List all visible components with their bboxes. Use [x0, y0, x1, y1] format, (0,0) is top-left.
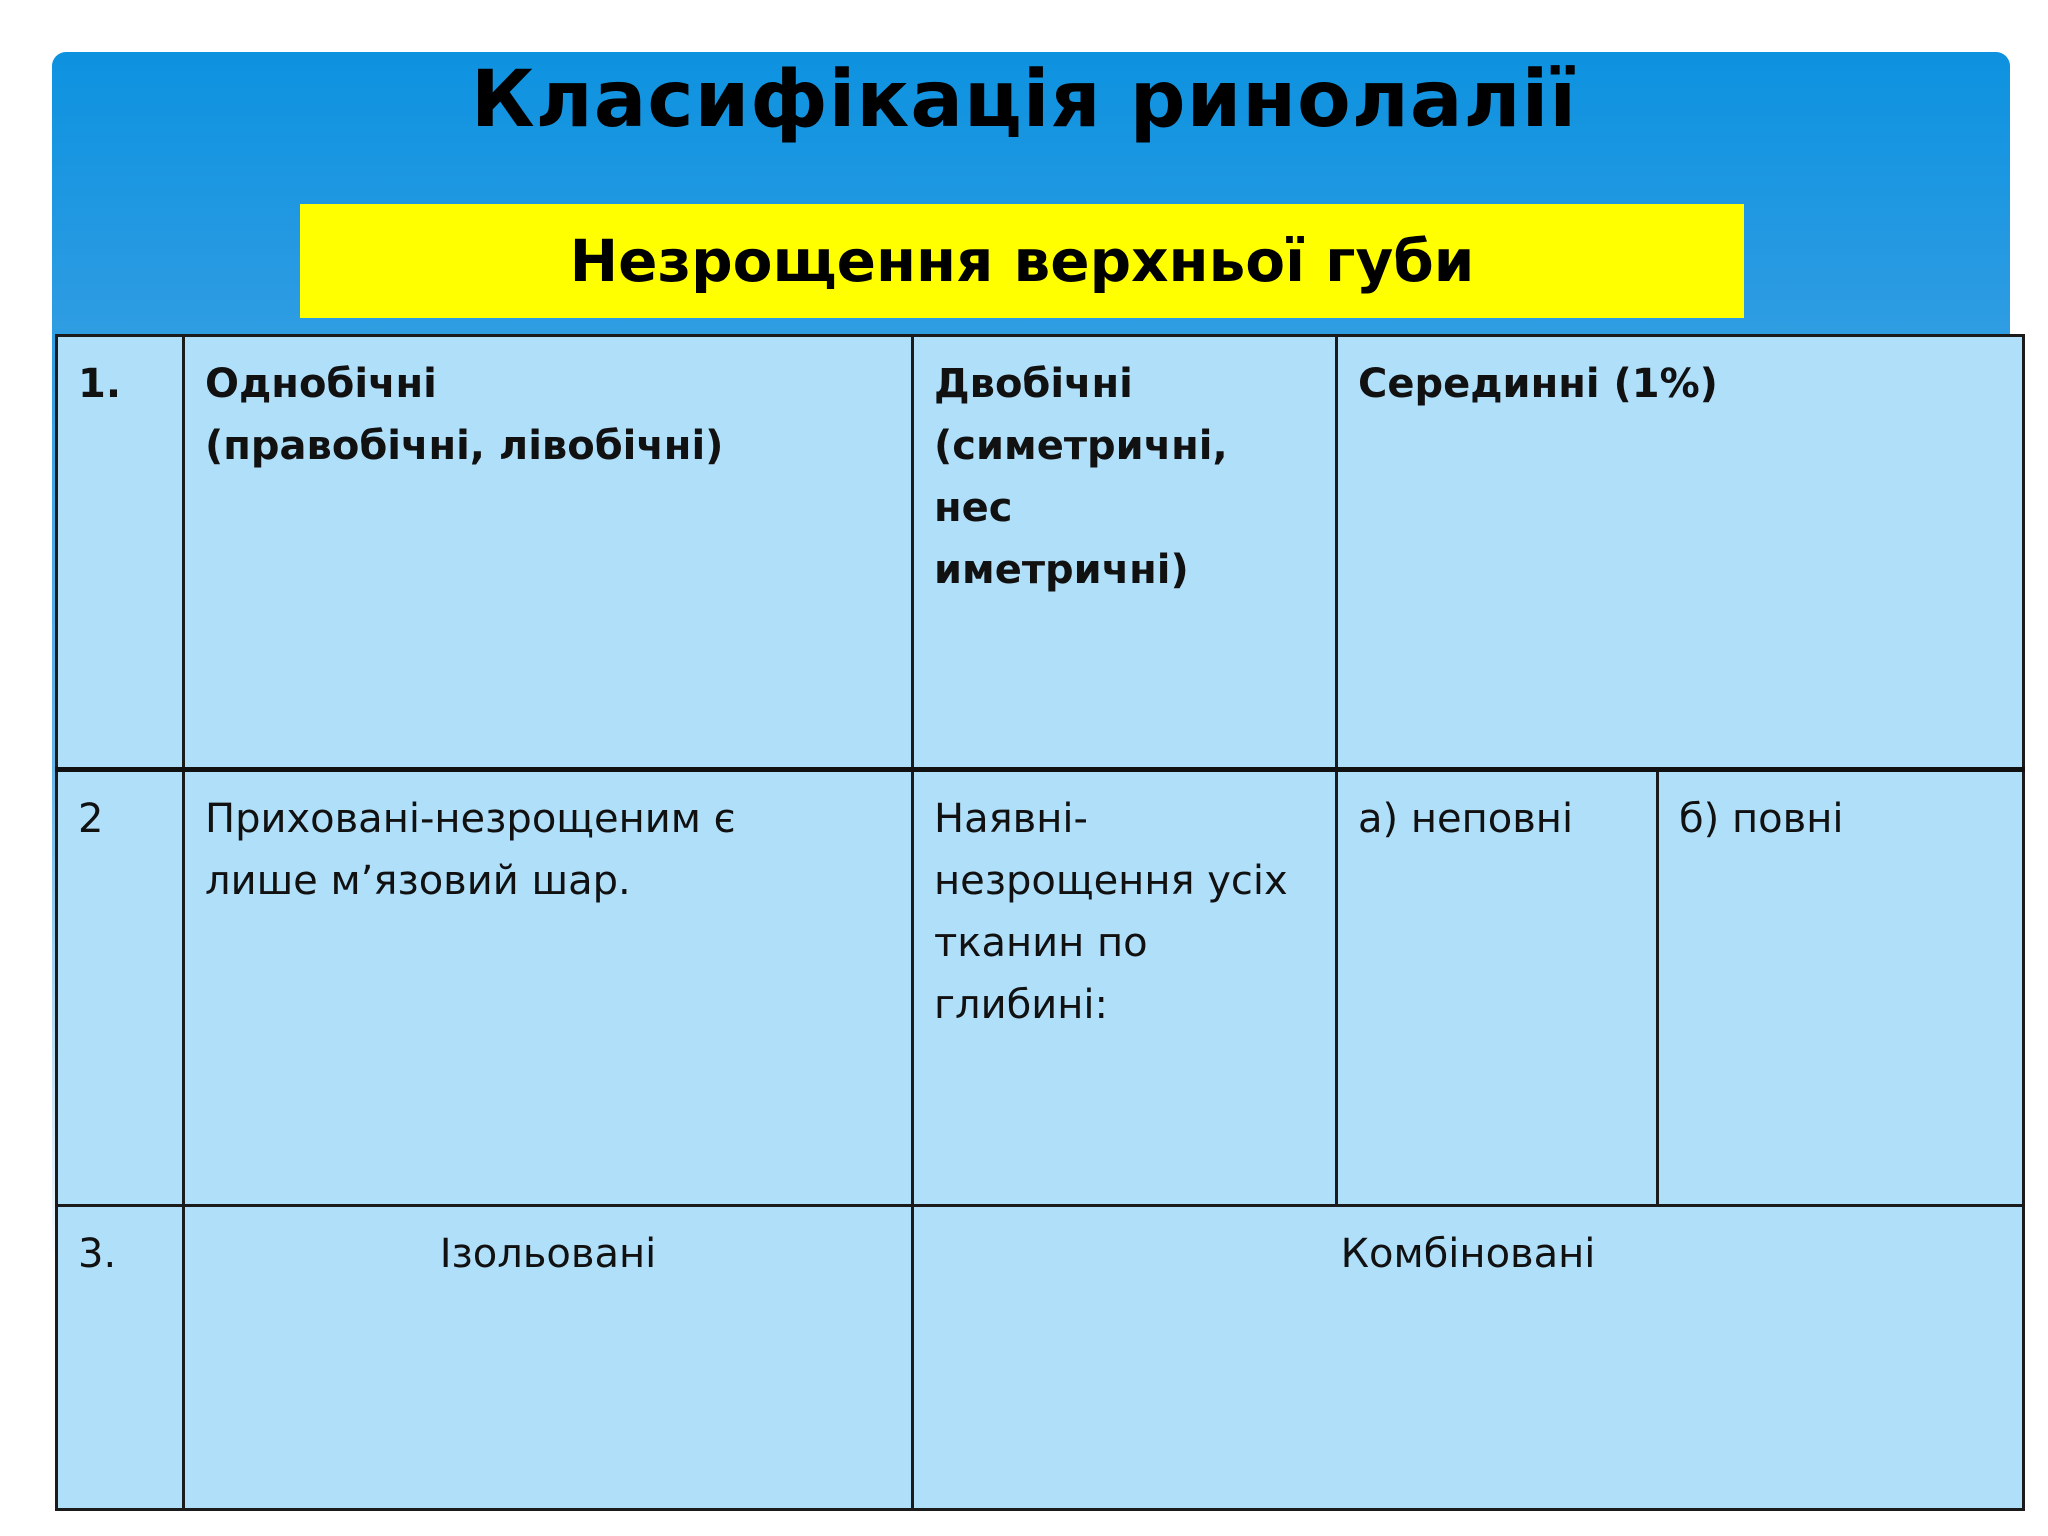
cell-line: Приховані-незрощеним є — [205, 796, 736, 842]
cell-unilateral — [184, 336, 913, 770]
cell-line: иметричні) — [934, 547, 1189, 593]
row-number: 1. — [57, 336, 184, 770]
cell-line: Наявні- — [934, 796, 1088, 842]
row-number: 3. — [57, 1206, 184, 1510]
cell-isolated: Ізольовані — [184, 1206, 913, 1510]
cell-median: Серединні (1%) — [1337, 336, 2024, 770]
cell-line: лише м’язовий шар. — [205, 858, 631, 904]
cell-line: Двобічні — [934, 361, 1133, 407]
table-row — [57, 1206, 2024, 1510]
cell-line: глибині: — [934, 982, 1108, 1028]
cell-combined: Комбіновані — [913, 1206, 2024, 1510]
cell-line: тканин по — [934, 920, 1148, 966]
cell-present — [913, 770, 1337, 1206]
cell-bilateral — [913, 336, 1337, 770]
slide-title: Класифікація ринолалії — [470, 55, 1578, 145]
cell-incomplete: а) неповні — [1337, 770, 1658, 1206]
table-row — [57, 770, 2024, 1206]
row-number: 2 — [57, 770, 184, 1206]
classification-table — [55, 334, 2025, 1511]
cell-line: (симетричні, нес — [934, 423, 1228, 531]
cell-line: незрощення усіх — [934, 858, 1288, 904]
table-row — [57, 336, 2024, 770]
cell-complete: б) повні — [1658, 770, 2024, 1206]
cell-hidden — [184, 770, 913, 1206]
cell-line: Однобічні — [205, 361, 437, 407]
subtitle-banner: Незрощення верхньої губи — [300, 204, 1744, 318]
cell-line: (правобічні, лівобічні) — [205, 423, 724, 469]
